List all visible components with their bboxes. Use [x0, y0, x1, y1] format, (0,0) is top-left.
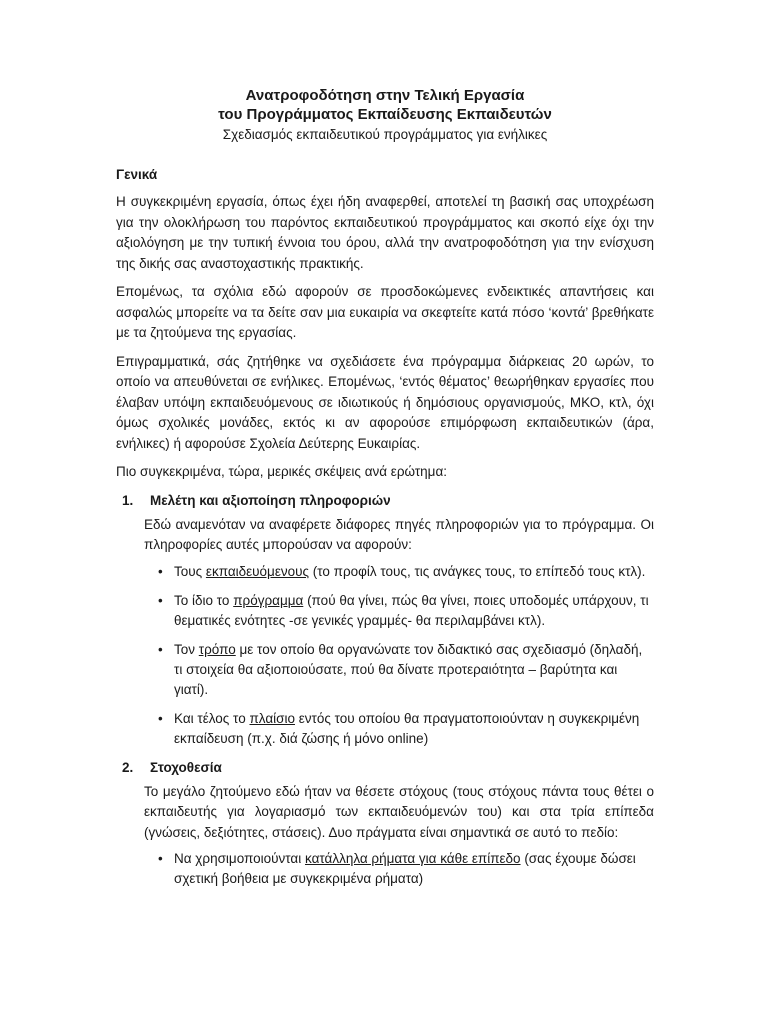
bullet-item: [144, 709, 654, 749]
bullet-text: [174, 709, 654, 749]
bullet-item: [144, 640, 654, 700]
title-line-2: του Προγράμματος Εκπαίδευσης Εκπαιδευτών: [218, 106, 552, 123]
bullet-icon: •: [158, 710, 163, 726]
bullet-list: [144, 849, 654, 889]
bullet-text: [174, 562, 654, 582]
bullet-icon: •: [158, 641, 163, 657]
title-line-1: Ανατροφοδότηση στην Τελική Εργασία: [245, 87, 525, 104]
bullet-text: [174, 849, 654, 889]
bullet-text-after: με τον οποίο θα οργανώνατε τον διδακτικό σας σχεδιασμό (δηλαδή, τι στοιχεία θα αξιοποιούσατε, πού θα δίνατε προτεραιότητα – βαρύτητα και γιατί).: [174, 641, 643, 697]
numbered-item-heading: [116, 491, 654, 511]
underlined-term: κατάλληλα ρήματα για κάθε επίπεδο: [304, 851, 521, 866]
bullet-icon: •: [158, 563, 163, 579]
underlined-term: τρόπο: [198, 641, 236, 657]
underlined-term: πρόγραμμα: [233, 592, 304, 608]
title-block: [116, 86, 654, 144]
item-number: 2.: [122, 759, 134, 775]
numbered-item-heading: [116, 758, 654, 778]
bullet-text-before: Το ίδιο το: [174, 592, 234, 608]
bullet-list: [144, 562, 654, 749]
item-heading-text: Μελέτη και αξιοποίηση πληροφοριών: [150, 492, 391, 508]
numbered-item-body: [116, 515, 654, 749]
item-number: 1.: [122, 492, 134, 508]
numbered-item-2: [116, 758, 654, 890]
numbered-item-1: [116, 491, 654, 749]
bullet-text-before: Και τέλος το: [174, 710, 250, 726]
numbered-list: [116, 491, 654, 890]
underlined-term: πλαίσιο: [249, 710, 295, 726]
bullet-item: [144, 562, 654, 582]
bullet-text-after: (πού θα γίνει, πώς θα γίνει, ποιες υποδομές υπάρχουν, τι θεματικές ενότητες -σε γενικές γραμμές- θα περιλαμβάνει κτλ).: [174, 592, 649, 628]
general-paragraph-4: Πιο συγκεκριμένα, τώρα, μερικές σκέψεις ανά ερώτημα:: [116, 464, 448, 479]
general-heading: Γενικά: [116, 167, 158, 182]
item-intro: Εδώ αναμενόταν να αναφέρετε διάφορες πηγές πληροφοριών για το πρόγραμμα. Οι πληροφορίες αυτές μπορούσαν να αφορούν:: [144, 516, 654, 552]
bullet-text-after: (σας έχουμε δώσει σχετική βοήθεια με συγκεκριμένα ρήματα): [174, 851, 636, 886]
subtitle: Σχεδιασμός εκπαιδευτικού προγράμματος για ενήλικες: [222, 127, 548, 142]
underlined-term: εκπαιδευόμενους: [205, 563, 309, 579]
bullet-text-before: Τους: [174, 563, 206, 579]
bullet-item: [144, 591, 654, 631]
bullet-text-after: εντός του οποίου θα πραγματοποιούνταν η συγκεκριμένη εκπαίδευση (π.χ. διά ζώσης ή μόνο online): [174, 710, 640, 746]
general-paragraph-1: Η συγκεκριμένη εργασία, όπως έχει ήδη αναφερθεί, αποτελεί τη βασική σας υποχρέωση για την ολοκλήρωση του παρόντος εκπαιδευτικού προγράμματος και σκοπό είχε όχι την αξιολόγηση με την τυπική έννοια του όρου, αλλά την ανατροφοδότηση για την ενίσχυση της δικής σας αναστοχαστικής πρακτικής.: [116, 194, 654, 271]
item-heading-text: Στοχοθεσία: [150, 759, 222, 775]
general-paragraph-3: Επιγραμματικά, σάς ζητήθηκε να σχεδιάσετε ένα πρόγραμμα διάρκειας 20 ωρών, το οποίο να απευθύνεται σε ενήλικες. Επομένως, ‘εντός θέματος’ θεωρήθηκαν εργασίες που έλαβαν υπόψη εκπαιδευόμενους σε ιδιωτικούς ή δημόσιους οργανισμούς, ΜΚΟ, κτλ, όχι όμως σχολικές μονάδες, εκτός κι αν αφορούσε επιμόρφωση εκπαιδευτικών (άρα, ενήλικες) ή αφορούσε Σχολεία Δεύτερης Ευκαιρίας.: [116, 353, 654, 451]
numbered-item-body: [116, 782, 654, 890]
bullet-text-after: (το προφίλ τους, τις ανάγκες τους, το επίπεδό τους κτλ).: [309, 563, 646, 579]
bullet-icon: •: [158, 592, 163, 608]
bullet-text: [174, 640, 654, 700]
bullet-icon: •: [158, 851, 163, 866]
bullet-text-before: Τον: [174, 641, 199, 657]
bullet-item: [144, 849, 654, 889]
item-intro: Το μεγάλο ζητούμενο εδώ ήταν να θέσετε στόχους (τους στόχους πάντα τους θέτει ο εκπαιδευτής για λογαριασμό των εκπαιδευόμενών του) και στα τρία επίπεδα (γνώσεις, δεξιότητες, στάσεις). Δυο πράγματα είναι σημαντικά σε αυτό το πεδίο:: [144, 783, 654, 840]
bullet-text: [174, 591, 654, 631]
bullet-text-before: Να χρησιμοποιούνται: [174, 851, 305, 866]
general-paragraph-2: Επομένως, τα σχόλια εδώ αφορούν σε προσδοκώμενες ενδεικτικές απαντήσεις και ασφαλώς μπορείτε να τα δείτε σαν μια ευκαιρία να σκεφτείτε κατά πόσο ‘κοντά’ βρεθήκατε με τα ζητούμενα της εργασίας.: [116, 284, 654, 340]
